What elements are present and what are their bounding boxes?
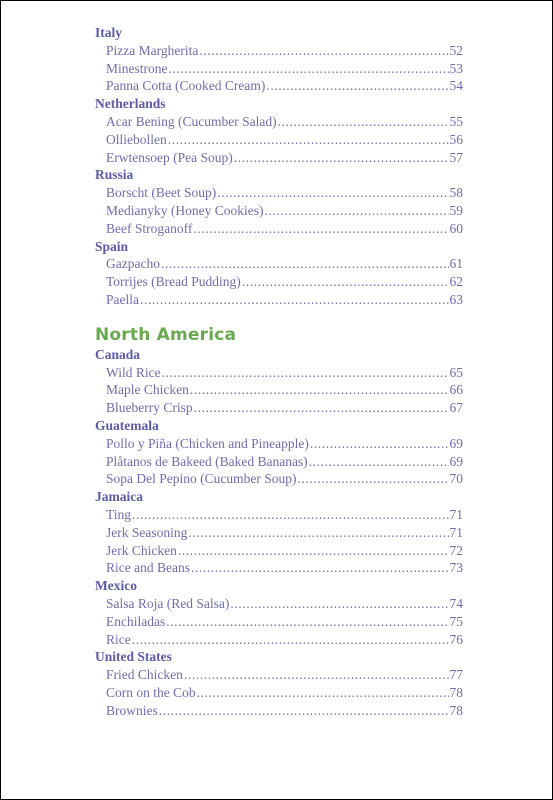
toc-entry: [106, 255, 463, 273]
dot-leader: [230, 595, 448, 613]
dot-leader: [168, 131, 449, 149]
recipe-title: Torrijes (Bread Pudding): [106, 274, 241, 290]
toc-entry: [106, 364, 463, 382]
dot-leader: [199, 42, 448, 60]
dot-leader: [132, 631, 449, 649]
recipe-title: Jerk Seasoning: [106, 524, 188, 540]
dot-leader: [184, 666, 449, 684]
toc-entry: [106, 613, 463, 631]
toc-entry: [106, 524, 463, 542]
toc-entry: [106, 113, 463, 131]
page-number: 71: [449, 506, 463, 522]
toc-entry: [106, 435, 463, 453]
dot-leader: [159, 702, 449, 720]
country-heading: Russia: [95, 167, 134, 183]
page-number: 70: [449, 471, 463, 487]
country-heading: Italy: [95, 25, 122, 40]
page-number: 53: [449, 60, 463, 76]
dot-leader: [310, 435, 449, 453]
dot-leader: [264, 202, 448, 220]
dot-leader: [194, 399, 449, 417]
page-number: 78: [449, 684, 463, 700]
dot-leader: [297, 470, 448, 488]
toc-entry: [106, 453, 463, 471]
page-number: 73: [449, 560, 463, 576]
country-heading: Canada: [95, 346, 141, 362]
country-heading: Jamaica: [95, 489, 143, 505]
toc-entry: [106, 220, 463, 238]
recipe-title: Jerk Chicken: [106, 542, 177, 558]
recipe-title: Enchiladas: [106, 613, 166, 629]
recipe-title: Maple Chicken: [106, 382, 189, 398]
toc-entry: [106, 60, 463, 78]
dot-leader: [161, 255, 449, 273]
recipe-title: Sopa Del Pepino (Cucumber Soup): [106, 471, 297, 487]
dot-leader: [132, 506, 448, 524]
page-number: 69: [449, 453, 463, 469]
dot-leader: [162, 364, 449, 382]
toc-entry: [106, 131, 463, 149]
page-number: 52: [449, 42, 463, 58]
recipe-title: Paella: [106, 291, 139, 307]
toc-entry: [106, 684, 463, 702]
dot-leader: [217, 184, 448, 202]
toc-entry: [106, 666, 463, 684]
recipe-title: Medianyky (Honey Cookies): [106, 202, 264, 218]
page-number: 74: [449, 595, 463, 611]
page-number: 77: [449, 667, 463, 683]
dot-leader: [169, 60, 449, 78]
country-heading: United States: [95, 649, 172, 665]
country-heading: Netherlands: [95, 96, 166, 112]
page-number: 59: [449, 202, 463, 218]
page-number: 63: [449, 291, 463, 307]
page-number: 58: [449, 185, 463, 201]
dot-leader: [309, 453, 449, 471]
dot-leader: [197, 684, 449, 702]
page-number: 55: [449, 113, 463, 129]
dot-leader: [190, 381, 449, 399]
toc-entry: [106, 184, 463, 202]
dot-leader: [178, 542, 449, 560]
recipe-title: Fried Chicken: [106, 667, 183, 683]
toc-entry: [106, 202, 463, 220]
country-heading: Spain: [95, 238, 129, 254]
recipe-title: Beef Stroganoff: [106, 220, 193, 236]
recipe-title: Pollo y Piña (Chicken and Pineapple): [106, 435, 309, 451]
page-number: 61: [449, 256, 463, 272]
recipe-title: Blueberry Crisp: [106, 400, 193, 416]
toc-entry: [106, 149, 463, 167]
toc-entry: [106, 595, 463, 613]
country-heading: Guatemala: [95, 417, 159, 433]
toc-entry: [106, 631, 463, 649]
page-number: 54: [449, 78, 463, 94]
page-number: 57: [449, 149, 463, 165]
toc-entry: [106, 77, 463, 95]
dot-leader: [266, 77, 448, 95]
dot-leader: [188, 524, 448, 542]
region-heading: North America: [95, 324, 237, 345]
dot-leader: [166, 613, 448, 631]
page-number: 71: [449, 524, 463, 540]
recipe-title: Ting: [106, 506, 132, 522]
dot-leader: [193, 220, 448, 238]
toc-entry: [106, 470, 463, 488]
recipe-title: Gazpacho: [106, 256, 160, 272]
recipe-title: Erwtensoep (Pea Soup): [106, 149, 233, 165]
recipe-title: Pizza Margherita: [106, 42, 199, 58]
dot-leader: [242, 273, 449, 291]
table-of-contents: [95, 24, 463, 719]
page-number: 76: [449, 631, 463, 647]
page-number: 62: [449, 274, 463, 290]
recipe-title: Wild Rice: [106, 364, 161, 380]
toc-entry: [106, 506, 463, 524]
page-number: 56: [449, 131, 463, 147]
page-number: 69: [449, 435, 463, 451]
toc-entry: [106, 42, 463, 60]
page-number: 66: [449, 382, 463, 398]
recipe-title: Brownies: [106, 702, 158, 718]
page-number: 60: [449, 220, 463, 236]
page-number: 75: [449, 613, 463, 629]
toc-entry: [106, 399, 463, 417]
page-number: 78: [449, 702, 463, 718]
country-heading: Mexico: [95, 578, 137, 594]
dot-leader: [191, 559, 449, 577]
toc-entry: [106, 702, 463, 720]
dot-leader: [140, 291, 449, 309]
toc-entry: [106, 381, 463, 399]
recipe-title: Plåtanos de Bakeed (Baked Bananas): [106, 453, 308, 469]
dot-leader: [234, 149, 449, 167]
page-number: 65: [449, 364, 463, 380]
dot-leader: [278, 113, 449, 131]
page-number: 72: [449, 542, 463, 558]
page-number: 67: [449, 400, 463, 416]
toc-entry: [106, 273, 463, 291]
toc-entry: [106, 559, 463, 577]
recipe-title: Acar Bening (Cucumber Salad): [106, 113, 277, 129]
recipe-title: Corn on the Cob: [106, 684, 196, 700]
recipe-title: Rice and Beans: [106, 560, 190, 576]
toc-entry: [106, 291, 463, 309]
recipe-title: Olliebollen: [106, 131, 167, 147]
recipe-title: Borscht (Beet Soup): [106, 185, 217, 201]
toc-entry: [106, 542, 463, 560]
recipe-title: Minestrone: [106, 60, 168, 76]
recipe-title: Rice: [106, 631, 131, 647]
recipe-title: Salsa Roja (Red Salsa): [106, 595, 230, 611]
recipe-title: Panna Cotta (Cooked Cream): [106, 78, 266, 94]
